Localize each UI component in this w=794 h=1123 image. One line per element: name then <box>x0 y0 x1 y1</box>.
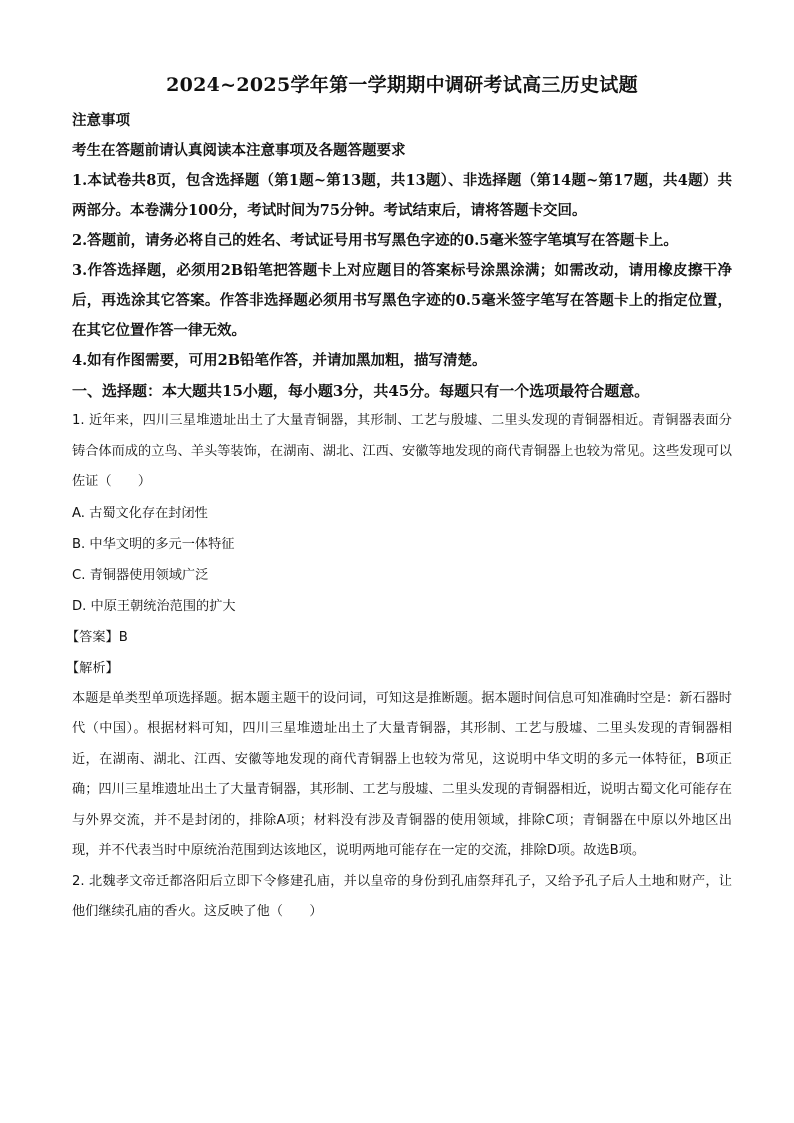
notice-item-1: 1.本试卷共8页，包含选择题（第1题~第13题，共13题）、非选择题（第14题~第17题，共4题）共两部分。本卷满分100分，考试时间为75分钟。考试结束后，请将答题卡交回。 <box>72 172 732 219</box>
notice-item-2: 2.答题前，请务必将自己的姓名、考试证号用书写黑色字迹的0.5毫米签字笔填写在答题卡上。 <box>72 232 678 249</box>
notice-intro: 考生在答题前请认真阅读本注意事项及各题答题要求 <box>72 142 406 159</box>
notice-item-4: 4.如有作图需要，可用2B铅笔作答，并请加黑加粗，描写清楚。 <box>72 352 487 369</box>
question-1-option-c: C. 青铜器使用领域广泛 <box>72 567 209 583</box>
question-1-analysis-label: 【解析】 <box>66 660 119 676</box>
exam-title: 2024~2025学年第一学期期中调研考试高三历史试题 <box>166 74 638 96</box>
question-1-option-d: D. 中原王朝统治范围的扩大 <box>72 598 236 614</box>
question-1-option-a: A. 古蜀文化存在封闭性 <box>72 505 208 521</box>
notice-heading: 注意事项 <box>72 112 130 129</box>
question-1-option-b: B. 中华文明的多元一体特征 <box>72 536 235 552</box>
question-1-stem: 1. 近年来，四川三星堆遗址出土了大量青铜器，其形制、工艺与殷墟、二里头发现的青铜器相近。青铜器表面分铸合体而成的立鸟、羊头等装饰，在湖南、湖北、江西、安徽等地发现的商代青铜器上也较为常见。这些发现可以佐证（ ） <box>72 413 732 489</box>
section-heading: 一、选择题：本大题共15小题，每小题3分，共45分。每题只有一个选项最符合题意。 <box>72 382 650 400</box>
question-1-answer: 【答案】B <box>66 629 128 645</box>
question-2-stem: 2. 北魏孝文帝迁都洛阳后立即下令修建孔庙，并以皇帝的身份到孔庙祭拜孔子，又给予孔子后人土地和财产，让他们继续孔庙的香火。这反映了他（ ） <box>72 873 732 919</box>
notice-item-3: 3.作答选择题，必须用2B铅笔把答题卡上对应题目的答案标号涂黑涂满；如需改动，请用橡皮擦干净后，再选涂其它答案。作答非选择题必须用书写黑色字迹的0.5毫米签字笔写在答题卡上的指定位置，在其它位置作答一律无效。 <box>72 262 732 339</box>
question-1-analysis: 本题是单类型单项选择题。据本题主题干的设问词，可知这是推断题。据本题时间信息可知准确时空是：新石器时代（中国）。根据材料可知，四川三星堆遗址出土了大量青铜器，其形制、工艺与殷墟、二里头发现的青铜器相近，在湖南、湖北、江西、安徽等地发现的商代青铜器上也较为常见，这说明中华文明的多元一体特征，B项正确；四川三星堆遗址出土了大量青铜器，其形制、工艺与殷墟、二里头发现的青铜器相近，说明古蜀文化可能存在与外界交流，并不是封闭的，排除A项；材料没有涉及青铜器的使用领域，排除C项；青铜器在中原以外地区出现，并不代表当时中原统治范围到达该地区，说明两地可能存在一定的交流，排除D项。故选B项。 <box>72 690 732 858</box>
